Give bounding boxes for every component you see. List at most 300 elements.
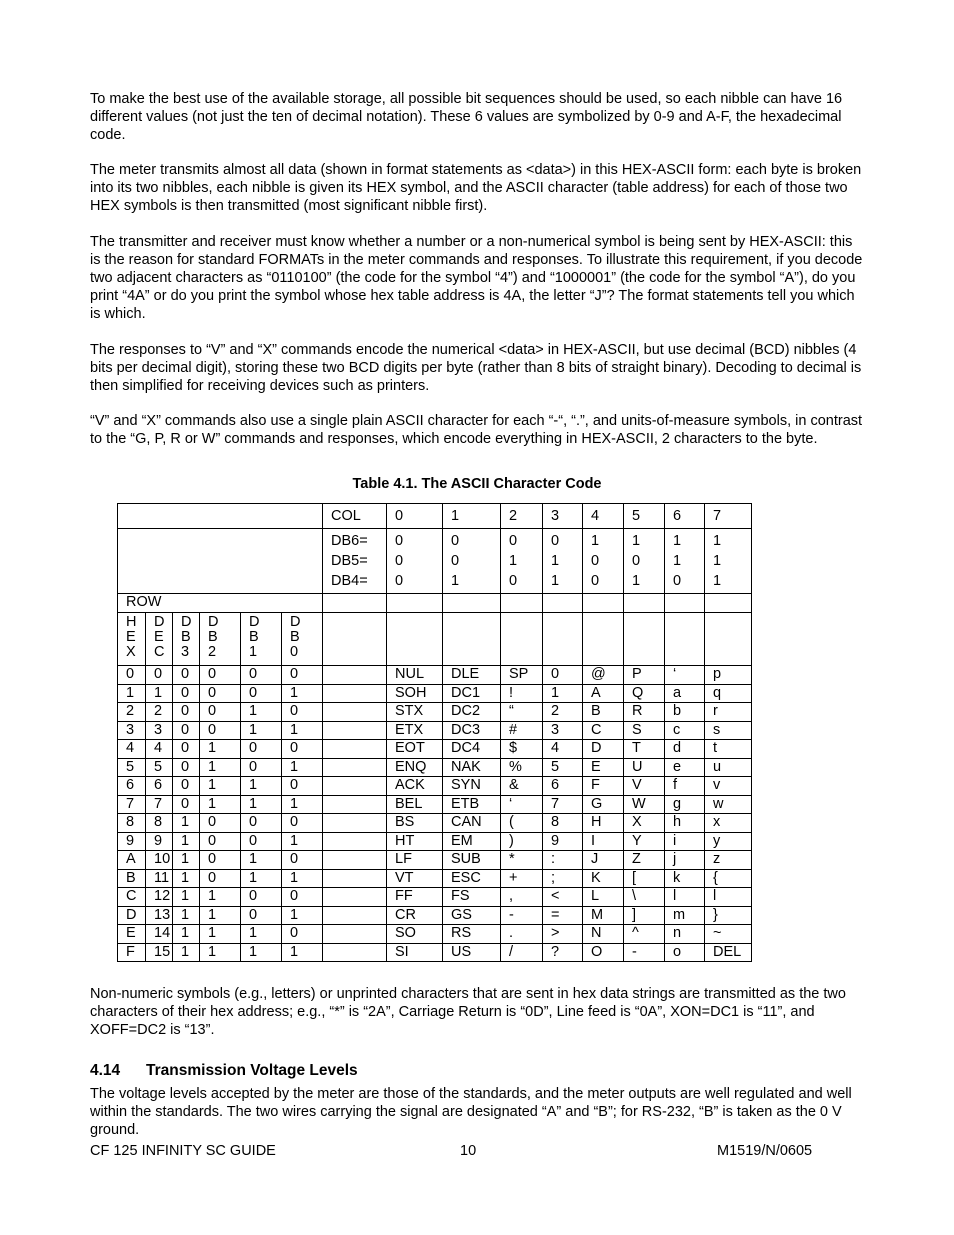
bit-cell: 0 — [173, 758, 200, 777]
char-cell: ~ — [705, 925, 752, 944]
table-row — [118, 795, 752, 814]
hex-cell: B — [118, 869, 146, 888]
char-cell: - — [501, 906, 543, 925]
table-row — [118, 888, 752, 907]
char-cell: US — [443, 943, 501, 962]
bit-cell: 0 — [173, 666, 200, 685]
char-cell: h — [665, 814, 705, 833]
page-number: 10 — [460, 1143, 477, 1159]
bit-cell: 0 — [241, 906, 282, 925]
db-bit-stack — [501, 529, 543, 594]
db-label: DB4= — [331, 573, 368, 589]
char-cell: LF — [387, 851, 443, 870]
blank-cell — [323, 869, 387, 888]
row-header-char: D — [290, 614, 301, 630]
dec-cell: 7 — [146, 795, 173, 814]
char-cell: f — [665, 777, 705, 796]
char-cell: 2 — [543, 703, 583, 722]
ascii-table — [117, 503, 752, 962]
blank-cell — [323, 666, 387, 685]
row-header-char: B — [290, 629, 300, 645]
bit-cell: 0 — [282, 814, 323, 833]
char-cell: u — [705, 758, 752, 777]
bit-cell: 1 — [241, 925, 282, 944]
db-bit: 1 — [632, 533, 641, 549]
db-bit: 0 — [673, 573, 682, 589]
hex-cell: 2 — [118, 703, 146, 722]
row-header-char: E — [126, 629, 136, 645]
blank-cell — [624, 613, 665, 666]
table-row — [118, 906, 752, 925]
col-label: COL — [323, 504, 387, 529]
dec-cell: 9 — [146, 832, 173, 851]
blank-cell — [118, 504, 323, 529]
dec-cell: 5 — [146, 758, 173, 777]
bit-cell: 0 — [241, 758, 282, 777]
char-cell: < — [543, 888, 583, 907]
blank-cell — [624, 594, 665, 613]
hex-cell: C — [118, 888, 146, 907]
char-cell: * — [501, 851, 543, 870]
blank-cell — [543, 594, 583, 613]
blank-cell — [323, 721, 387, 740]
db-bit: 0 — [591, 573, 600, 589]
hex-cell: 9 — [118, 832, 146, 851]
char-cell: 4 — [543, 740, 583, 759]
char-cell: ] — [624, 906, 665, 925]
bit-cell: 1 — [282, 869, 323, 888]
bit-cell: 1 — [241, 869, 282, 888]
hex-cell: F — [118, 943, 146, 962]
db-bit: 1 — [591, 533, 600, 549]
table-row — [118, 943, 752, 962]
db-bit-stack — [665, 529, 705, 594]
char-cell: K — [583, 869, 624, 888]
table-row — [118, 869, 752, 888]
db-labels — [323, 529, 387, 594]
intro-paragraph-1: To make the best use of the available storage, all possible bit sequences should be used, so each nibble can have 16 different values (not just the ten of decimal notation). These 6 values are symbolized by 0-9 and A-F, the hexadecimal code. — [90, 91, 843, 143]
bit-cell: 0 — [200, 869, 241, 888]
dec-cell: 2 — [146, 703, 173, 722]
db-bit-stack — [583, 529, 624, 594]
char-cell: > — [543, 925, 583, 944]
row-header-char: 0 — [290, 644, 299, 660]
footer-right: M1519/N/0605 — [717, 1143, 813, 1159]
bit-cell: 1 — [200, 906, 241, 925]
bit-cell: 1 — [241, 943, 282, 962]
row-header-char: 1 — [249, 644, 258, 660]
char-cell: M — [583, 906, 624, 925]
char-cell: k — [665, 869, 705, 888]
char-cell: SP — [501, 666, 543, 685]
row-header-stack — [282, 613, 323, 666]
bit-cell: 0 — [282, 666, 323, 685]
bit-cell: 0 — [173, 777, 200, 796]
char-cell: { — [705, 869, 752, 888]
dec-cell: 1 — [146, 684, 173, 703]
table-row — [118, 832, 752, 851]
char-cell: 3 — [543, 721, 583, 740]
char-cell: n — [665, 925, 705, 944]
db-bit-stack — [443, 529, 501, 594]
char-cell: 7 — [543, 795, 583, 814]
char-cell: X — [624, 814, 665, 833]
char-cell: \ — [624, 888, 665, 907]
hex-cell: 3 — [118, 721, 146, 740]
char-cell: g — [665, 795, 705, 814]
char-cell: # — [501, 721, 543, 740]
db-bit: 0 — [509, 533, 518, 549]
char-cell: m — [665, 906, 705, 925]
char-cell: ‘ — [501, 795, 543, 814]
char-cell: y — [705, 832, 752, 851]
row-label-row — [118, 594, 752, 613]
table-row — [118, 684, 752, 703]
bit-cell: 1 — [173, 851, 200, 870]
db-bit-stack — [387, 529, 443, 594]
row-header-char: B — [181, 629, 191, 645]
blank-cell — [543, 613, 583, 666]
bit-cell: 0 — [200, 851, 241, 870]
char-cell: $ — [501, 740, 543, 759]
char-cell: SI — [387, 943, 443, 962]
intro-paragraph-4: The responses to “V” and “X” commands encode the numerical <data> in HEX-ASCII, but use decimal (BCD) nibbles (4 bits per decimal digit), storing these two BCD digits per byte (rather than 8 bits of straight binary). Decoding to decimal is then simplified for receiving devices such as printers. — [90, 342, 862, 394]
bit-cell: 0 — [200, 703, 241, 722]
blank-cell — [323, 832, 387, 851]
char-cell: j — [665, 851, 705, 870]
char-cell: q — [705, 684, 752, 703]
char-cell: RS — [443, 925, 501, 944]
bit-cell: 1 — [241, 703, 282, 722]
row-header-char: 2 — [208, 644, 217, 660]
row-header-stack — [146, 613, 173, 666]
blank-cell — [323, 740, 387, 759]
dec-cell: 12 — [146, 888, 173, 907]
blank-cell — [583, 613, 624, 666]
char-cell: ) — [501, 832, 543, 851]
char-cell: G — [583, 795, 624, 814]
row-header-stack — [173, 613, 200, 666]
char-cell: DC1 — [443, 684, 501, 703]
bit-cell: 1 — [241, 851, 282, 870]
blank-cell — [323, 888, 387, 907]
char-cell: E — [583, 758, 624, 777]
col-number: 1 — [443, 504, 501, 529]
char-cell: b — [665, 703, 705, 722]
bit-cell: 1 — [173, 869, 200, 888]
char-cell: O — [583, 943, 624, 962]
char-cell: ; — [543, 869, 583, 888]
bit-cell: 0 — [241, 832, 282, 851]
char-cell: R — [624, 703, 665, 722]
db-bit: 1 — [509, 553, 518, 569]
blank-cell — [705, 613, 752, 666]
col-number: 6 — [665, 504, 705, 529]
db-bit: 1 — [551, 573, 560, 589]
db-label: DB6= — [331, 533, 368, 549]
db-bit: 0 — [395, 573, 404, 589]
row-header-char: D — [154, 614, 165, 630]
bit-cell: 1 — [173, 906, 200, 925]
bit-cell: 0 — [173, 684, 200, 703]
char-cell: HT — [387, 832, 443, 851]
db-bits-row — [118, 529, 752, 594]
char-cell: J — [583, 851, 624, 870]
blank-cell — [323, 851, 387, 870]
hex-cell: A — [118, 851, 146, 870]
bit-cell: 1 — [200, 925, 241, 944]
char-cell: / — [501, 943, 543, 962]
char-cell: CAN — [443, 814, 501, 833]
row-header-char: H — [126, 614, 137, 630]
char-cell: C — [583, 721, 624, 740]
char-cell: N — [583, 925, 624, 944]
db-bit: 0 — [591, 553, 600, 569]
bit-cell: 1 — [241, 721, 282, 740]
char-cell: B — [583, 703, 624, 722]
char-cell: z — [705, 851, 752, 870]
blank-cell — [118, 529, 323, 594]
row-header-char: D — [249, 614, 260, 630]
char-cell: NAK — [443, 758, 501, 777]
char-cell: : — [543, 851, 583, 870]
col-number: 4 — [583, 504, 624, 529]
db-bit: 0 — [451, 533, 460, 549]
char-cell: ENQ — [387, 758, 443, 777]
bit-cell: 1 — [173, 925, 200, 944]
db-bit: 1 — [713, 573, 722, 589]
col-number: 3 — [543, 504, 583, 529]
char-cell: BS — [387, 814, 443, 833]
char-cell: Y — [624, 832, 665, 851]
blank-cell — [323, 684, 387, 703]
bit-cell: 1 — [282, 684, 323, 703]
blank-cell — [323, 925, 387, 944]
char-cell: ESC — [443, 869, 501, 888]
bit-cell: 0 — [200, 666, 241, 685]
db-bit-stack — [624, 529, 665, 594]
bit-cell: 1 — [282, 758, 323, 777]
table-row — [118, 721, 752, 740]
char-cell: v — [705, 777, 752, 796]
row-header-char: E — [154, 629, 164, 645]
row-header-stack — [118, 613, 146, 666]
dec-cell: 10 — [146, 851, 173, 870]
char-cell: r — [705, 703, 752, 722]
char-cell: e — [665, 758, 705, 777]
dec-cell: 8 — [146, 814, 173, 833]
section-title: Transmission Voltage Levels — [146, 1062, 358, 1079]
char-cell: CR — [387, 906, 443, 925]
db-bit-stack — [543, 529, 583, 594]
char-cell: ? — [543, 943, 583, 962]
row-label: ROW — [118, 594, 323, 613]
char-cell: “ — [501, 703, 543, 722]
footer-left: CF 125 INFINITY SC GUIDE — [90, 1143, 276, 1159]
char-cell: 8 — [543, 814, 583, 833]
bit-cell: 1 — [282, 721, 323, 740]
char-cell: SYN — [443, 777, 501, 796]
bit-cell: 0 — [173, 703, 200, 722]
char-cell: . — [501, 925, 543, 944]
table-row — [118, 777, 752, 796]
bit-cell: 1 — [241, 777, 282, 796]
char-cell: - — [624, 943, 665, 962]
blank-cell — [323, 943, 387, 962]
bit-cell: 0 — [200, 832, 241, 851]
blank-cell — [323, 777, 387, 796]
db-bit: 0 — [395, 533, 404, 549]
table-row — [118, 925, 752, 944]
dec-cell: 0 — [146, 666, 173, 685]
bit-cell: 0 — [282, 851, 323, 870]
char-cell: D — [583, 740, 624, 759]
char-cell: s — [705, 721, 752, 740]
dec-cell: 13 — [146, 906, 173, 925]
char-cell: I — [583, 832, 624, 851]
char-cell: d — [665, 740, 705, 759]
char-cell: W — [624, 795, 665, 814]
col-number: 5 — [624, 504, 665, 529]
bit-cell: 0 — [173, 740, 200, 759]
char-cell: S — [624, 721, 665, 740]
row-header-stack — [241, 613, 282, 666]
char-cell: FS — [443, 888, 501, 907]
bit-cell: 0 — [241, 740, 282, 759]
char-cell: ACK — [387, 777, 443, 796]
bit-cell: 1 — [200, 758, 241, 777]
char-cell: DEL — [705, 943, 752, 962]
dec-cell: 14 — [146, 925, 173, 944]
db-bit: 0 — [551, 533, 560, 549]
bit-cell: 0 — [241, 666, 282, 685]
char-cell: BEL — [387, 795, 443, 814]
row-header-stack — [200, 613, 241, 666]
table-row — [118, 814, 752, 833]
db-bit: 0 — [632, 553, 641, 569]
char-cell: [ — [624, 869, 665, 888]
db-bit: 0 — [509, 573, 518, 589]
char-cell: 5 — [543, 758, 583, 777]
dec-cell: 11 — [146, 869, 173, 888]
char-cell: t — [705, 740, 752, 759]
char-cell: GS — [443, 906, 501, 925]
char-cell: p — [705, 666, 752, 685]
char-cell: w — [705, 795, 752, 814]
dec-cell: 3 — [146, 721, 173, 740]
char-cell: + — [501, 869, 543, 888]
bit-cell: 0 — [282, 777, 323, 796]
dec-cell: 15 — [146, 943, 173, 962]
bit-cell: 1 — [200, 740, 241, 759]
bit-cell: 1 — [173, 888, 200, 907]
char-cell: ! — [501, 684, 543, 703]
char-cell: DC3 — [443, 721, 501, 740]
bit-cell: 0 — [282, 888, 323, 907]
blank-cell — [665, 613, 705, 666]
char-cell: SOH — [387, 684, 443, 703]
char-cell: L — [583, 888, 624, 907]
blank-cell — [323, 703, 387, 722]
char-cell: FF — [387, 888, 443, 907]
hex-cell: 6 — [118, 777, 146, 796]
db-bit: 1 — [451, 573, 460, 589]
char-cell: SO — [387, 925, 443, 944]
char-cell: 1 — [543, 684, 583, 703]
char-cell: DC2 — [443, 703, 501, 722]
char-cell: 6 — [543, 777, 583, 796]
bit-cell: 0 — [173, 795, 200, 814]
char-cell: V — [624, 777, 665, 796]
bit-cell: 1 — [241, 795, 282, 814]
db-bit: 1 — [632, 573, 641, 589]
char-cell: SUB — [443, 851, 501, 870]
section-heading — [90, 1062, 358, 1080]
char-cell: F — [583, 777, 624, 796]
char-cell: DLE — [443, 666, 501, 685]
char-cell: NUL — [387, 666, 443, 685]
db-bit: 1 — [713, 533, 722, 549]
bit-cell: 1 — [282, 832, 323, 851]
char-cell: & — [501, 777, 543, 796]
table-row — [118, 666, 752, 685]
bit-cell: 1 — [200, 777, 241, 796]
blank-cell — [323, 758, 387, 777]
bit-cell: 0 — [282, 740, 323, 759]
col-number: 2 — [501, 504, 543, 529]
bit-cell: 1 — [200, 943, 241, 962]
bit-cell: 0 — [282, 703, 323, 722]
table-row — [118, 758, 752, 777]
char-cell: o — [665, 943, 705, 962]
blank-cell — [501, 594, 543, 613]
db-bit: 1 — [673, 533, 682, 549]
char-cell: ETX — [387, 721, 443, 740]
col-number: 0 — [387, 504, 443, 529]
col-header-row — [118, 504, 752, 529]
char-cell: Q — [624, 684, 665, 703]
bit-cell: 0 — [200, 684, 241, 703]
col-number: 7 — [705, 504, 752, 529]
bit-cell: 0 — [241, 888, 282, 907]
row-header-char: X — [126, 644, 136, 660]
row-header-char: D — [208, 614, 219, 630]
row-header-char: B — [208, 629, 218, 645]
char-cell: ^ — [624, 925, 665, 944]
blank-cell — [323, 613, 387, 666]
row-header-char: 3 — [181, 644, 190, 660]
char-cell: , — [501, 888, 543, 907]
table-row — [118, 851, 752, 870]
char-cell: T — [624, 740, 665, 759]
section-body: The voltage levels accepted by the meter are those of the standards, and the meter outputs are well regulated and well within the standards. The two wires carrying the signal are designated “A” and “B”; for RS-232, “B” is taken as the 0 V ground. — [90, 1086, 852, 1138]
char-cell: l — [705, 888, 752, 907]
char-cell: EM — [443, 832, 501, 851]
blank-cell — [323, 906, 387, 925]
bit-cell: 1 — [173, 943, 200, 962]
db-bit: 0 — [395, 553, 404, 569]
char-cell: @ — [583, 666, 624, 685]
table-row — [118, 703, 752, 722]
hex-cell: 8 — [118, 814, 146, 833]
hex-cell: 5 — [118, 758, 146, 777]
db-bit: 1 — [713, 553, 722, 569]
section-number: 4.14 — [90, 1062, 121, 1079]
char-cell: a — [665, 684, 705, 703]
char-cell: STX — [387, 703, 443, 722]
bit-cell: 0 — [173, 721, 200, 740]
dec-cell: 4 — [146, 740, 173, 759]
